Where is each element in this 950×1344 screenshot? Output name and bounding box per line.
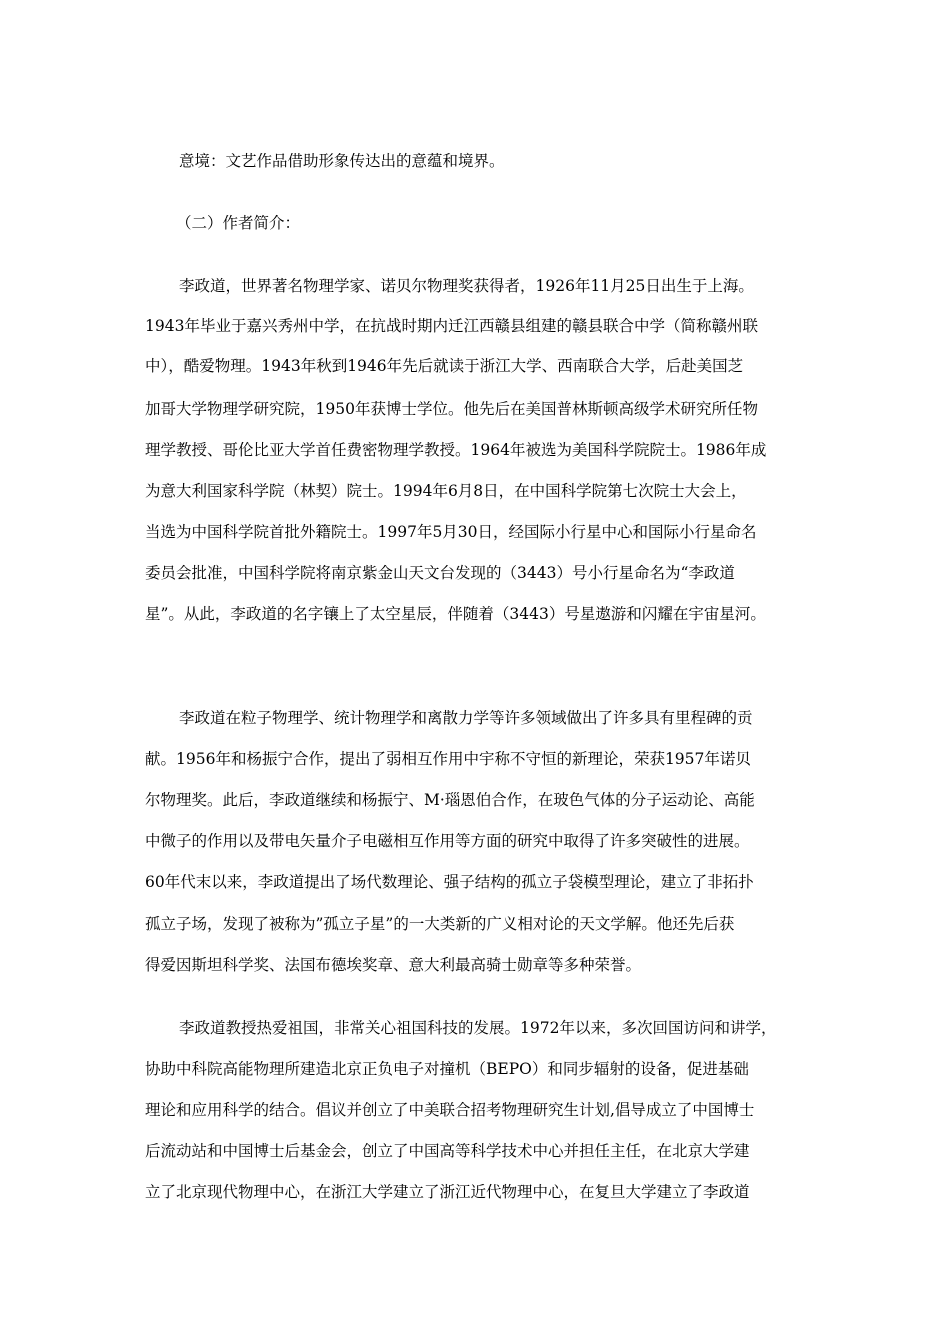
paragraph-line: 委员会批准，中国科学院将南京紫金山天文台发现的（3443）号小行星命名为“李政道 [145, 564, 735, 582]
paragraph-line: 献。1956年和杨振宁合作，提出了弱相互作用中宇称不守恒的新理论，荣获1957年诺贝 [145, 750, 751, 768]
paragraph-line: 李政道，世界著名物理学家、诺贝尔物理奖获得者，1926年11月25日出生于上海。 [179, 277, 754, 295]
definition-line: 意境：文艺作品借助形象传达出的意蕴和境界。 [179, 152, 505, 170]
paragraph-line: 协助中科院高能物理所建造北京正负电子对撞机（BEPO）和同步辐射的设备，促进基础 [145, 1060, 749, 1078]
paragraph-line: 为意大利国家科学院（林契）院士。1994年6月8日，在中国科学院第七次院士大会上， [145, 482, 747, 500]
paragraph-line: 理论和应用科学的结合。倡议并创立了中美联合招考物理研究生计划,倡导成立了中国博士 [145, 1101, 755, 1119]
paragraph-line: 后流动站和中国博士后基金会，创立了中国高等科学技术中心并担任主任，在北京大学建 [145, 1142, 750, 1160]
paragraph-line: 加哥大学物理学研究院，1950年获博士学位。他先后在美国普林斯顿高级学术研究所任物 [145, 400, 758, 418]
paragraph-line: 李政道教授热爱祖国，非常关心祖国科技的发展。1972年以来，多次回国访问和讲学， [179, 1019, 777, 1037]
paragraph-line: 1943年毕业于嘉兴秀州中学，在抗战时期内迁江西赣县组建的赣县联合中学（简称赣州联 [145, 317, 758, 335]
paragraph-line: 李政道在粒子物理学、统计物理学和离散力学等许多领域做出了许多具有里程碑的贡 [179, 709, 753, 727]
paragraph-line: 尔物理奖。此后，李政道继续和杨振宁、M·瑙恩伯合作，在玻色气体的分子运动论、高能 [145, 791, 755, 809]
paragraph-line: 理学教授、哥伦比亚大学首任费密物理学教授。1964年被选为美国科学院院士。1986年成 [145, 441, 767, 459]
paragraph-line: 中微子的作用以及带电矢量介子电磁相互作用等方面的研究中取得了许多突破性的进展。 [145, 832, 750, 850]
paragraph-line: 当选为中国科学院首批外籍院士。1997年5月30日，经国际小行星中心和国际小行星命名 [145, 523, 757, 541]
paragraph-line: 星”。从此，李政道的名字镶上了太空星辰，伴随着（3443）号星遨游和闪耀在宇宙星河。 [145, 605, 766, 623]
paragraph-line: 得爱因斯坦科学奖、法国布德埃奖章、意大利最高骑士勋章等多种荣誉。 [145, 956, 642, 974]
paragraph-line: 中），酷爱物理。1943年秋到1946年先后就读于浙江大学、西南联合大学，后赴美国芝 [145, 357, 744, 375]
paragraph-line: 60年代末以来，李政道提出了场代数理论、强子结构的孤立子袋模型理论，建立了非拓扑 [145, 873, 754, 891]
paragraph-line: 孤立子场，发现了被称为”孤立子星”的一大类新的广义相对论的天文学解。他还先后获 [145, 915, 735, 933]
section-heading: （二）作者简介： [176, 214, 301, 232]
paragraph-line: 立了北京现代物理中心，在浙江大学建立了浙江近代物理中心，在复旦大学建立了李政道 [145, 1183, 750, 1201]
